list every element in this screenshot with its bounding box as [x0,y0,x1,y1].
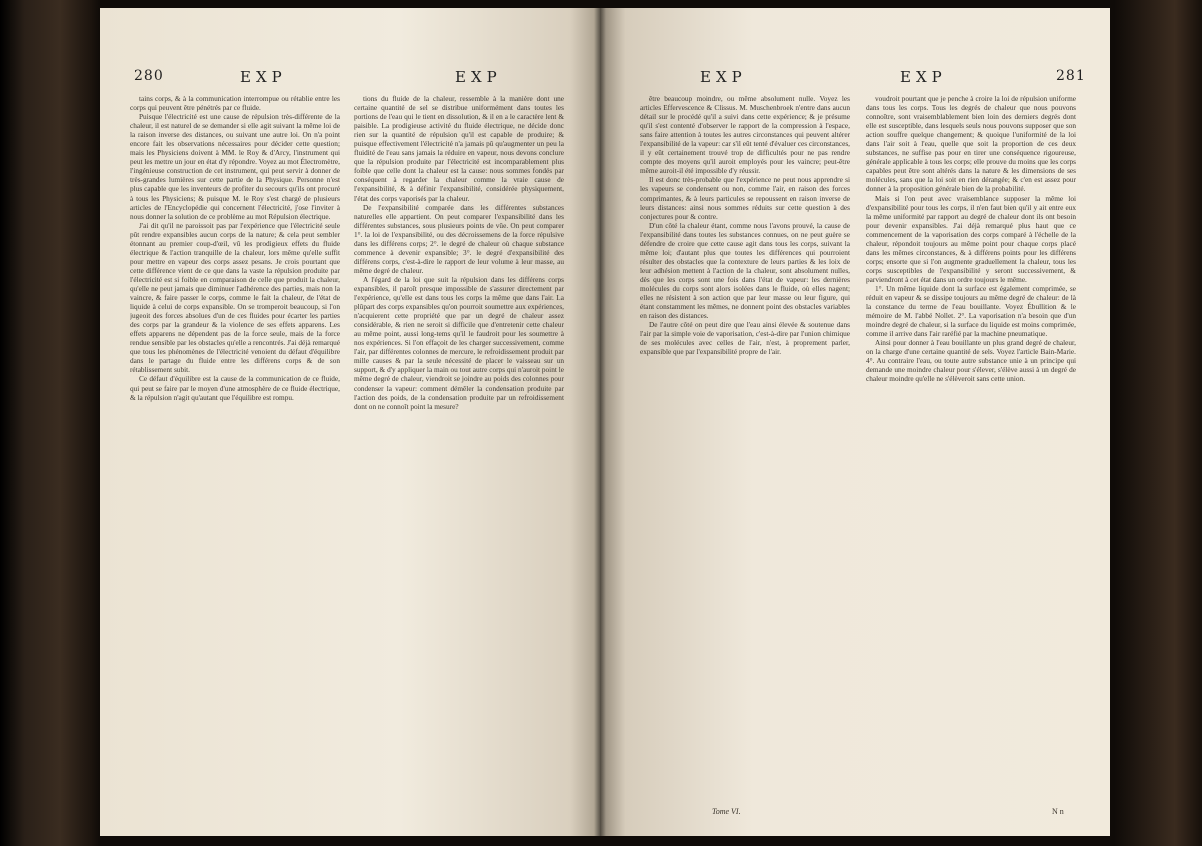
paragraph: J'ai dit qu'il ne paroissoit pas par l'expérience que l'électricité seule pût rendre expansibles aucun corps de la nature; & cela peut sembler étonnant au premier coup-d'œil, vû les prodigieux effets du fluide électrique & l'action tranquille de la chaleur, lors même qu'elle suffit pour mettre en vapeur des corps assez pesans. Je crois pourtant que cette différence vient de ce que dans la vaste la répulsion produite par l'électricité est si foible en comparaison de celle que produit la chaleur, qu'elle ne peut jamais que diminuer l'adhérence des parties, mais non la vaincre, & faire passer le corps, comme le fait la chaleur, de l'état de liquide à celui de corps expansible. On se tromperoit beaucoup, si l'on jugeoit des forces absolues d'un de ces fluides pour écarter les parties des corps par la grandeur & la violence de ses effets apparens. Les effets apparens ne dépendent pas de la force seule, mais de la force rendue sensible par les obstacles qu'elle a rencontrés. J'ai déjà remarqué que tous les phénomènes de l'électricité venoient du défaut d'équilibre dans le partage du fluide entre les différens corps & de son rétablissement subit. [130,220,340,375]
right-column-2 [866,94,1076,802]
paragraph: voudroit pourtant que je penche à croire la loi de répulsion uniforme dans tous les corps. Tous les degrés de chaleur que nous pouvons connoître, sont vraisemblablement bien loin des derniers degrés dont elle est susceptible, dans lesquels seuls nous pouvons supposer que son action souffre quelque changement; & quoique l'uniformité de la loi dans l'air soit à l'eau, quelle que soit la proportion de ces deux substances, ne suffise pas pour en tirer une conséquence rigoureuse, générale applicable à tous les corps; elle prouve du moins que les corps capables peut être sont altérés dans la nature & les dimensions de ses molécules, sans que la loi soit en rien dérangée; & c'en est assez pour donner à la proposition générale bien de la probabilité. [866,94,1076,194]
paragraph: A l'égard de la loi que suit la répulsion dans les différens corps expansibles, il paroît presque impossible de s'assurer directement par l'expérience, qu'elle est dans tous les corps la même que dans l'air. La plûpart des corps expansibles qu'on pourroit soumettre aux expériences, n'acquierent cette propriété que par un degré de chaleur assez considérable, & rien ne seroit si difficile que d'entretenir cette chaleur au même point, aussi long-tems qu'il le faudroit pour les soumettre à nos expériences. Si l'on effaçoit de les charger successivement, comme l'air, par différentes colonnes de mercure, le refroidissement produit par mille causes & par la seule nécessité de placer le vaisseau sur un support, & d'y appliquer la main ou tout autre corps qui n'auroit point le même degré de chaleur, viendroit se joindre au poids des colonnes pour condenser la vapeur: comment démêler la condensation produite par l'action des poids, de la condensation produite par un refroidissement dont on ne connoît point la mesure? [354,274,564,411]
signature-mark: N n [1052,807,1064,816]
paragraph: tains corps, & à la communication interrompue ou rétablie entre les corps qui peuvent être pénétrés par ce fluide. [130,94,340,113]
paragraph: Mais si l'on peut avec vraisemblance supposer la même loi d'expansibilité pour tous les corps, il n'en faut bien qu'il y ait entre eux la même uniformité par rapport au degré de chaleur dont ils ont besoin pour devenir expansibles. J'ai déjà remarqué plus haut que ce commencement de la vaporisation des corps comparé à l'échelle de la chaleur, répondoit toujours au même point pour chaque corps placé dans les mêmes circonstances, & à différens points pour les différens corps; ensorte que si l'on augmente graduellement la chaleur, tous les corps susceptibles de l'expansibilité y seront successivement, & parviendront à cet état dans un ordre toujours le même. [866,193,1076,284]
left-header-left: EXP [240,68,287,86]
paragraph: De l'autre côté on peut dire que l'eau ainsi élevée & soutenue dans l'air par la simple voie de vaporisation, c'est-à-dire par l'union chimique de ses molécules avec celles de l'air, n'est, à proprement parler, expansible que par l'expansibilité propre de l'air. [640,320,850,357]
left-page-number: 280 [134,68,164,84]
right-page [600,8,1110,836]
book-gutter [594,8,606,836]
paragraph: De l'expansibilité comparée dans les différentes substances naturelles elle appartient. On peut comparer l'expansibilité dans les différentes substances, sous plusieurs points de vûe. On peut comparer 1°. la loi de l'expansibilité, ou des décroissemens de la force répulsive dans les différens corps; 2°. le degré de chaleur où chaque substance commence à devenir expansible; 3°. le degré d'expansibilité des différens corps, c'est-à-dire le rapport de leur volume à leur masse, au même degré de chaleur. [354,202,564,275]
left-running-head [100,68,600,90]
left-header-right: EXP [455,68,502,86]
paragraph: Il est donc très-probable que l'expérience ne peut nous apprendre si les vapeurs se condensent ou non, comme l'air, en raison des forces comprimantes, & à leurs particules se repoussent en raison inverse de leurs distances: ainsi nous sommes réduits sur cette question à des conjectures pour & contre. [640,175,850,221]
left-page [100,8,600,836]
paragraph: être beaucoup moindre, ou même absolument nulle. Voyez les articles Effervescence & Clissus. M. Muschenbroek n'entre dans aucun détail sur le procédé qu'il a suivi dans cette expérience; & je présume qu'il s'est contenté d'observer le rapport de la compression à l'espace, sans faire attention à toutes les autres circonstances qui peuvent altérer l'expansibilité de la vapeur: car s'il eût tenté d'évaluer ces circonstances, il y eût certainement trouvé trop de difficultés pour ne pas rendre compte des moyens qu'il auroit employés pour les vaincre; peut-être même auroit-il été impossible d'y réussir. [640,94,850,176]
volume-footer: Tome VI. [712,807,741,816]
left-column-1 [130,94,340,816]
paragraph: Ce défaut d'équilibre est la cause de la communication de ce fluide, qui peut se faire par le moyen d'une atmosphère de ce fluide électrique, & la répulsion n'agit qu'autant que l'équilibre est rompu. [130,374,340,402]
right-running-head [600,68,1110,90]
paragraph: Ainsi pour donner à l'eau bouillante un plus grand degré de chaleur, on la charge d'une certaine quantité de sels. Voyez l'article Bain-Marie. 4°. Au contraire l'eau, ou toute autre substance unie à un principe qui demande une moindre chaleur pour s'élever, s'élève aussi à un degré de chaleur moindre qu'elle ne s'élèveroit sans cette union. [866,338,1076,384]
paragraph: 1°. Un même liquide dont la surface est également comprimée, se réduit en vapeur & se dissipe toujours au même degré de chaleur: de là la constance du terme de l'eau bouillante. Voyez Ébullition & le mémoire de M. l'abbé Nollet. 2°. La vaporisation n'a besoin que d'un moindre degré de chaleur, si la surface du liquide est moins comprimée, comme il arrive dans l'air raréfié par la machine pneumatique. [866,283,1076,339]
paragraph: D'un côté la chaleur étant, comme nous l'avons prouvé, la cause de l'expansibilité dans toutes les substances connues, on ne peut guère se défendre de croire que cette cause agit dans tous les corps, suivant la même loi; d'autant plus que toutes les différences qui pourroient résulter des obstacles que la contexture de leurs parties & les loix de leur adhésion mettent à l'action de la chaleur, sont absolument nulles, dès que les corps sont une fois dans l'état de vapeur: les dernières molécules du corps sont alors isolées dans le fluide, où elles nagent; elles ne résistent à son action que par leur masse ou leur figure, qui étant constamment les mêmes, ne donnent point des obstacles variables en raison des distances. [640,220,850,321]
paragraph: Puisque l'électricité est une cause de répulsion très-différente de la chaleur, il est naturel de se demander si elle agit suivant la même loi de la raison inverse des distances, ou suivant une autre loi. On n'a point encore fait les observations nécessaires pour décider cette question; mais les Physiciens doivent à MM. le Roy & d'Arcy, l'instrument qui peut les mettre un jour en état d'y répondre. Voyez au mot Électromètre, l'ingénieuse construction de cet instrument, qui peut servir à donner de très-grandes lumières sur cette partie de la Physique. Personne n'est plus capable que les inventeurs de profiter du secours qu'ils ont procuré à tous les Physiciens; & puisque M. le Roy s'est chargé de plusieurs articles de l'Encyclopédie qui concernent l'électricité, j'ose l'inviter à nous donner la solution de ce problème au mot Répulsion électrique. [130,112,340,221]
right-column-1 [640,94,850,802]
paragraph: tions du fluide de la chaleur, ressemble à la manière dont une certaine quantité de sel se distribue uniformément dans toutes les portions de l'eau qui le tient en dissolution, & il en a le caractère lent & paisible. La prodigieuse activité du fluide électrique, ne décide donc rien sur la quantité de répulsion qu'il est capable de produire; & puisque effectivement l'électricité n'a jamais pû qu'augmenter un peu la fluidité de l'eau sans jamais la réduire en vapeur, nous devons conclure que la répulsion produite par l'électricité est incomparablement plus foible que celle dont la chaleur est la cause: nous sommes fondés par conséquent à regarder la chaleur comme la vraie cause de l'expansibilité, & à définir l'expansibilité, considérée physiquement, l'état des corps vaporisés par la chaleur. [354,94,564,203]
right-header-left: EXP [700,68,747,86]
right-header-right: EXP [900,68,947,86]
right-page-number: 281 [1056,68,1086,84]
left-column-2 [354,94,564,816]
